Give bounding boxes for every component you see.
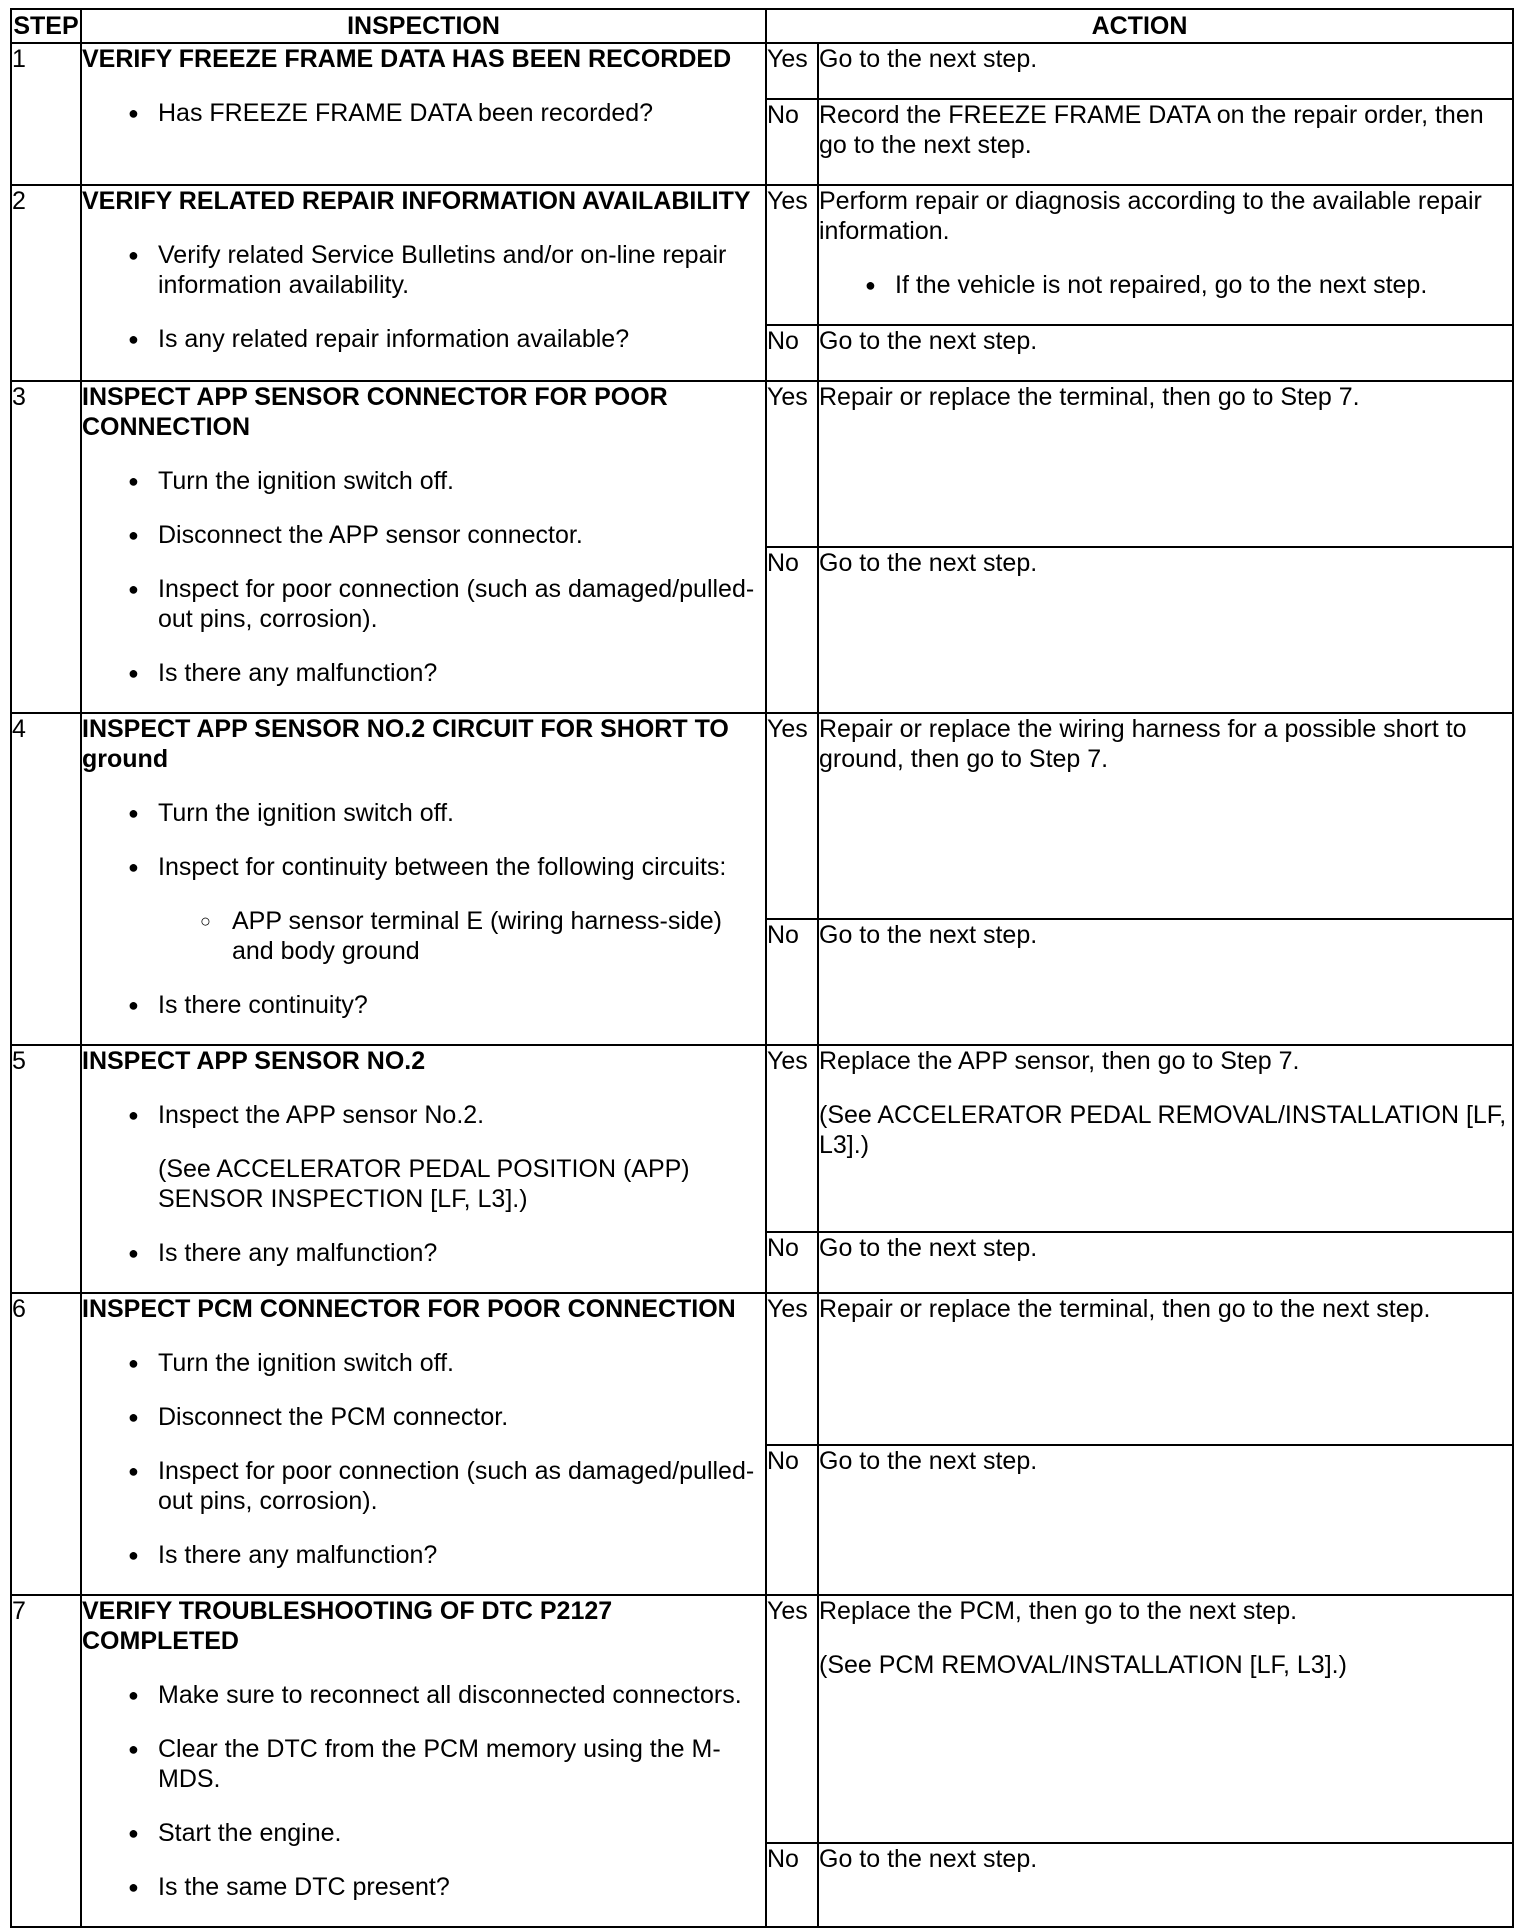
step-number: 7 [11,1595,81,1927]
no-label: No [766,325,818,381]
inspection-item: ● Turn the ignition switch off. [82,1348,765,1378]
step-title: INSPECT APP SENSOR NO.2 [82,1047,426,1075]
yes-action [818,185,1513,325]
inspection-item: ● Is there any malfunction? [82,658,765,688]
no-label: No [766,547,818,713]
inspection-item: ● Start the engine. [82,1818,765,1848]
step-inspection [81,1293,766,1595]
step-title: VERIFY FREEZE FRAME DATA HAS BEEN RECORDED [82,45,732,73]
step-inspection [81,1045,766,1293]
diagnostic-table [10,8,1514,1928]
yes-label: Yes [766,1045,818,1232]
yes-label: Yes [766,1595,818,1843]
no-action [818,1232,1513,1293]
inspection-item: ● Verify related Service Bulletins and/or on-line repair information availability. [82,240,765,300]
step-number: 4 [11,713,81,1045]
action-text: Repair or replace the terminal, then go to the next step. [819,1295,1431,1323]
action-note: (See PCM REMOVAL/INSTALLATION [LF, L3].) [819,1651,1347,1679]
step-number: 6 [11,1293,81,1595]
no-label: No [766,1843,818,1927]
step-inspection [81,185,766,381]
action-note: (See ACCELERATOR PEDAL REMOVAL/INSTALLATION [LF, L3].) [819,1101,1507,1159]
inspection-item: ● Is there any malfunction? [82,1238,765,1268]
yes-action [818,713,1513,919]
inspection-item: ● Is there any malfunction? [82,1540,765,1570]
step-6-yes-row [11,1293,1513,1445]
step-3-yes-row [11,381,1513,547]
no-action [818,919,1513,1045]
yes-action [818,1045,1513,1232]
action-text: Go to the next step. [819,1234,1038,1263]
inspection-item: ● Is there continuity? [82,990,765,1020]
no-action [818,1843,1513,1927]
header-step: STEP [11,9,81,43]
step-inspection [81,381,766,713]
step-inspection [81,43,766,185]
step-title: INSPECT PCM CONNECTOR FOR POOR CONNECTION [82,1295,736,1323]
inspection-subitem: ○ APP sensor terminal E (wiring harness-side) and body ground [82,906,765,966]
action-bullet: ● If the vehicle is not repaired, go to the next step. [819,270,1512,300]
action-text: Replace the PCM, then go to the next step. [819,1597,1298,1625]
inspection-item: ● Has FREEZE FRAME DATA been recorded? [82,98,765,128]
inspection-item: ● Inspect for poor connection (such as damaged/pulled-out pins, corrosion). [82,574,765,634]
yes-label: Yes [766,185,818,325]
yes-label: Yes [766,43,818,99]
step-number: 2 [11,185,81,381]
step-7-yes-row [11,1595,1513,1843]
step-2-yes-row [11,185,1513,325]
inspection-item: ● Is any related repair information available? [82,324,765,354]
yes-label: Yes [766,713,818,919]
inspection-item: ● Clear the DTC from the PCM memory using the M-MDS. [82,1734,765,1794]
step-number: 5 [11,1045,81,1293]
action-text: Go to the next step. [819,549,1038,577]
yes-action [818,43,1513,99]
no-action [818,325,1513,381]
no-label: No [766,99,818,185]
action-text: Repair or replace the terminal, then go to Step 7. [819,383,1360,411]
step-title: INSPECT APP SENSOR NO.2 CIRCUIT FOR SHORT TO ground [82,715,729,773]
step-5-yes-row [11,1045,1513,1232]
no-action [818,99,1513,185]
yes-action [818,1293,1513,1445]
yes-action [818,1595,1513,1843]
action-text: Go to the next step. [819,327,1038,355]
step-number: 1 [11,43,81,185]
step-1-yes-row [11,43,1513,99]
step-title: VERIFY RELATED REPAIR INFORMATION AVAILABILITY [82,187,751,215]
action-text: Repair or replace the wiring harness for a possible short to ground, then go to Step 7. [819,715,1467,773]
step-number: 3 [11,381,81,713]
action-text: Go to the next step. [819,1447,1038,1476]
step-title: VERIFY TROUBLESHOOTING OF DTC P2127 COMPLETED [82,1597,613,1655]
action-text: Perform repair or diagnosis according to the available repair information. [819,187,1482,245]
action-text: Replace the APP sensor, then go to Step 7. [819,1047,1300,1075]
inspection-item: ● Inspect the APP sensor No.2. [82,1100,765,1130]
yes-label: Yes [766,1293,818,1445]
step-inspection [81,713,766,1045]
inspection-item: ● Is the same DTC present? [82,1872,765,1902]
yes-label: Yes [766,381,818,547]
inspection-item: ● Turn the ignition switch off. [82,466,765,496]
step-title: INSPECT APP SENSOR CONNECTOR FOR POOR CONNECTION [82,383,668,441]
action-text: Record the FREEZE FRAME DATA on the repair order, then go to the next step. [819,101,1484,159]
step-4-yes-row [11,713,1513,919]
yes-action [818,381,1513,547]
no-label: No [766,919,818,1045]
no-label: No [766,1232,818,1293]
header-action: ACTION [766,9,1513,43]
inspection-item: ● Turn the ignition switch off. [82,798,765,828]
inspection-item: ● Disconnect the PCM connector. [82,1402,765,1432]
no-action [818,547,1513,713]
no-label: No [766,1445,818,1595]
header-row [11,9,1513,43]
no-action [818,1445,1513,1595]
inspection-note: (See ACCELERATOR PEDAL POSITION (APP) SENSOR INSPECTION [LF, L3].) [158,1155,690,1213]
action-text: Go to the next step. [819,1844,1038,1873]
action-text: Go to the next step. [819,45,1038,73]
inspection-item: ● Make sure to reconnect all disconnected connectors. [82,1680,765,1710]
header-inspection: INSPECTION [81,9,766,43]
inspection-item: ● Inspect for continuity between the following circuits: [82,852,765,882]
inspection-item: ● Inspect for poor connection (such as damaged/pulled-out pins, corrosion). [82,1456,765,1516]
inspection-item: ● Disconnect the APP sensor connector. [82,520,765,550]
step-inspection [81,1595,766,1927]
action-text: Go to the next step. [819,921,1038,950]
